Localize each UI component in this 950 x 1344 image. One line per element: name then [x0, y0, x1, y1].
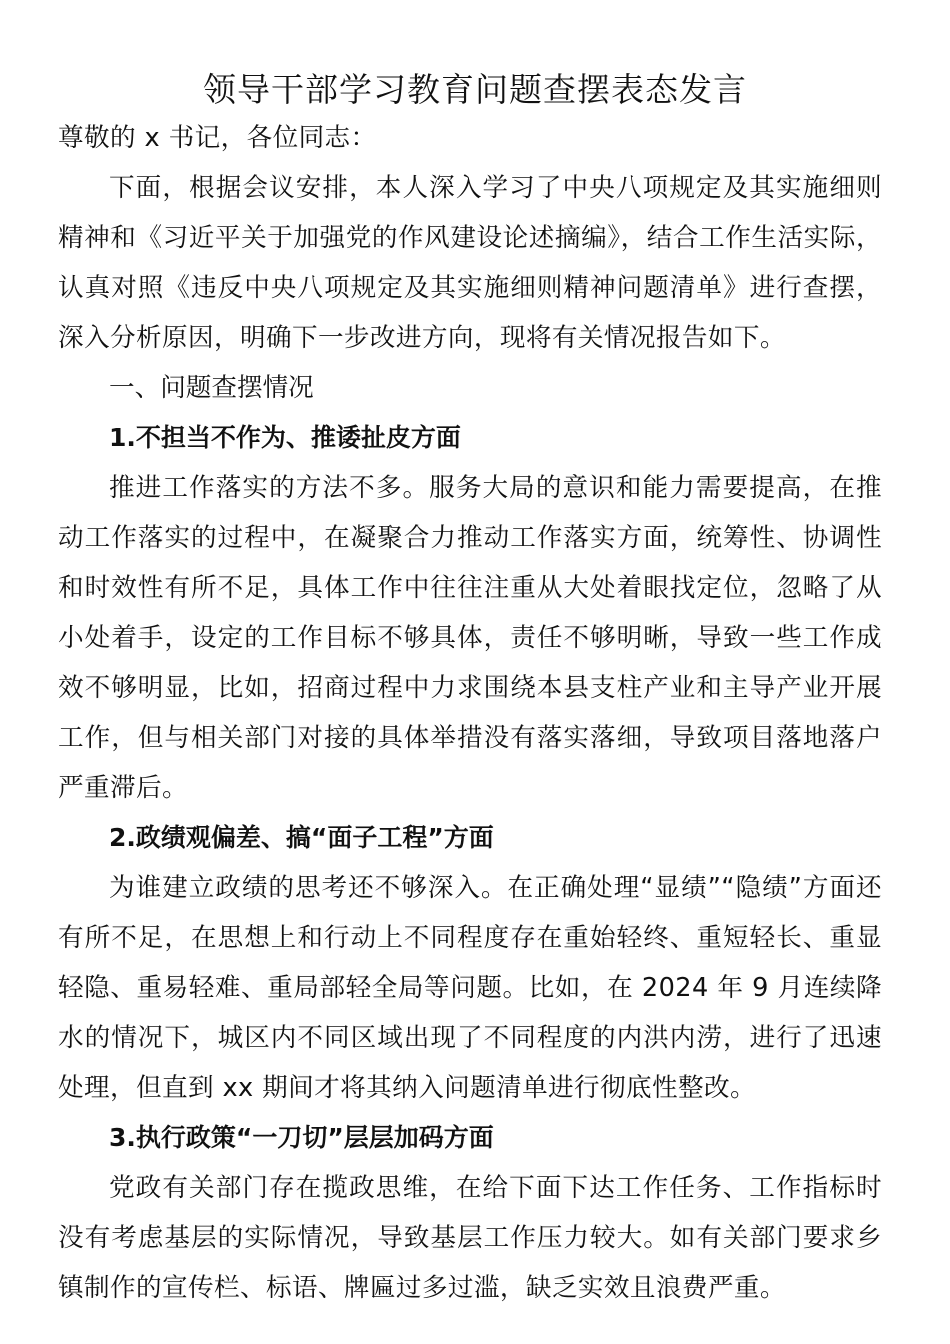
item-3-body: 党政有关部门存在揽政思维，在给下面下达工作任务、工作指标时没有考虑基层的实际情况，导致基层工作压力较大。如有关部门要求乡镇制作的宣传栏、标语、牌匾过多过滥，缺乏实效且浪费严重。 — [58, 1173, 882, 1303]
document-body — [58, 113, 882, 1313]
item-1-heading: 1.不担当不作为、推诿扯皮方面 — [109, 423, 461, 452]
item-2-body: 为谁建立政绩的思考还不够深入。在正确处理“显绩”“隐绩”方面还有所不足，在思想上和行动上不同程度存在重始轻终、重短轻长、重显轻隐、重易轻难、重局部轻全局等问题。比如，在 2024 年 9 月连续降水的情况下，城区内不同区域出现了不同程度的内洪内涝，进行了迅速处理，但直到 xx 期间才将其纳入问题清单进行彻底性整改。 — [58, 873, 882, 1103]
section-heading: 一、问题查摆情况 — [109, 373, 314, 403]
item-1-body: 推进工作落实的方法不多。服务大局的意识和能力需要提高，在推动工作落实的过程中，在凝聚合力推动工作落实方面，统筹性、协调性和时效性有所不足，具体工作中往往注重从大处着眼找定位，忽略了从小处着手，设定的工作目标不够具体，责任不够明晰，导致一些工作成效不够明显，比如，招商过程中力求围绕本县支柱产业和主导产业开展工作，但与相关部门对接的具体举措没有落实落细，导致项目落地落户严重滞后。 — [58, 473, 882, 803]
item-3-heading: 3.执行政策“一刀切”层层加码方面 — [109, 1123, 494, 1152]
item-2-heading: 2.政绩观偏差、搞“面子工程”方面 — [109, 823, 494, 852]
intro-paragraph: 下面，根据会议安排，本人深入学习了中央八项规定及其实施细则精神和《习近平关于加强党的作风建设论述摘编》，结合工作生活实际，认真对照《违反中央八项规定及其实施细则精神问题清单》进行查摆，深入分析原因，明确下一步改进方向，现将有关情况报告如下。 — [58, 173, 882, 353]
document-title: 领导干部学习教育问题查摆表态发言 — [203, 70, 747, 109]
salutation: 尊敬的 x 书记，各位同志： — [58, 123, 377, 153]
